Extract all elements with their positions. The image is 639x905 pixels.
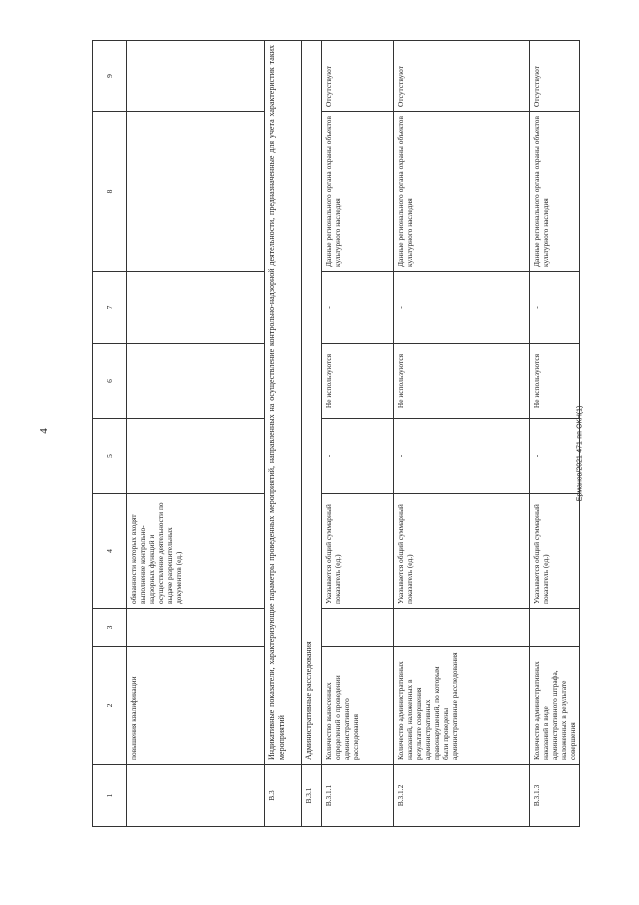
row-col7: - — [322, 272, 394, 344]
row-code: В.3.1.3 — [530, 765, 580, 827]
col-header-6: 6 — [93, 344, 127, 419]
col-header-8: 8 — [93, 112, 127, 272]
indicators-table — [92, 40, 580, 827]
rotated-table-container — [92, 41, 578, 827]
col-header-9: 9 — [93, 41, 127, 112]
row-name: Количество административных наказаний в виде административного штрафа, наложенных в результате совершения — [530, 647, 580, 765]
row-col3 — [394, 609, 530, 647]
row-col3 — [530, 609, 580, 647]
col-header-5: 5 — [93, 419, 127, 494]
row-method: Указывается общий суммарный показатель (ед.) — [322, 494, 394, 609]
table-row — [322, 41, 394, 827]
continuation-row — [127, 41, 265, 827]
row-col5: - — [322, 419, 394, 494]
row-source: Данные регионального органа охраны объектов культурного наследия — [394, 112, 530, 272]
row-name: Количество административных наказаний, наложенных в результате совершения административных правонарушений, по которым были проведены административные расследования — [394, 647, 530, 765]
row-col9: Отсутствуют — [394, 41, 530, 112]
document-code: Ерманов/2021-471-пп-ОКН(1) — [576, 405, 584, 502]
section-code: В.3 — [265, 765, 302, 827]
row-source: Данные регионального органа охраны объектов культурного наследия — [530, 112, 580, 272]
subsection-title: Административные расследования — [302, 41, 322, 765]
col-header-3: 3 — [93, 609, 127, 647]
subsection-code: В.3.1 — [302, 765, 322, 827]
header-row — [93, 41, 127, 827]
col-header-1: 1 — [93, 765, 127, 827]
section-b31-row — [302, 41, 322, 827]
row-col7: - — [530, 272, 580, 344]
row-col6: Не используются — [394, 344, 530, 419]
row-col9: Отсутствуют — [530, 41, 580, 112]
table-row — [394, 41, 530, 827]
row-name: Количество вынесенных определений о проведении административного расследования — [322, 647, 394, 765]
row-col9: Отсутствуют — [322, 41, 394, 112]
col-header-2: 2 — [93, 647, 127, 765]
col-header-4: 4 — [93, 494, 127, 609]
row-col5: - — [394, 419, 530, 494]
continuation-method: обязанности которых входят выполнение контрольно-надзорных функций и осуществление деятельности по выдаче разрешительных документов (ед.) — [127, 494, 265, 609]
section-title: Индикативные показатели, характеризующие параметры проведенных мероприятий, направленных на осуществление контрольно-надзорной деятельности, предназначенные для учета характеристик таких мероприятий — [265, 41, 302, 765]
row-col6: Не используются — [322, 344, 394, 419]
row-source: Данные регионального органа охраны объектов культурного наследия — [322, 112, 394, 272]
col-header-7: 7 — [93, 272, 127, 344]
row-code: В.3.1.2 — [394, 765, 530, 827]
section-b3-row — [265, 41, 302, 827]
continuation-name: повышения квалификации — [127, 647, 265, 765]
row-col7: - — [394, 272, 530, 344]
row-col3 — [322, 609, 394, 647]
table-row — [530, 41, 580, 827]
row-method: Указывается общий суммарный показатель (ед.) — [530, 494, 580, 609]
row-col5: - — [530, 419, 580, 494]
row-code: В.3.1.1 — [322, 765, 394, 827]
row-method: Указывается общий суммарный показатель (ед.) — [394, 494, 530, 609]
row-col6: Не используются — [530, 344, 580, 419]
page-number: 4 — [37, 428, 50, 434]
